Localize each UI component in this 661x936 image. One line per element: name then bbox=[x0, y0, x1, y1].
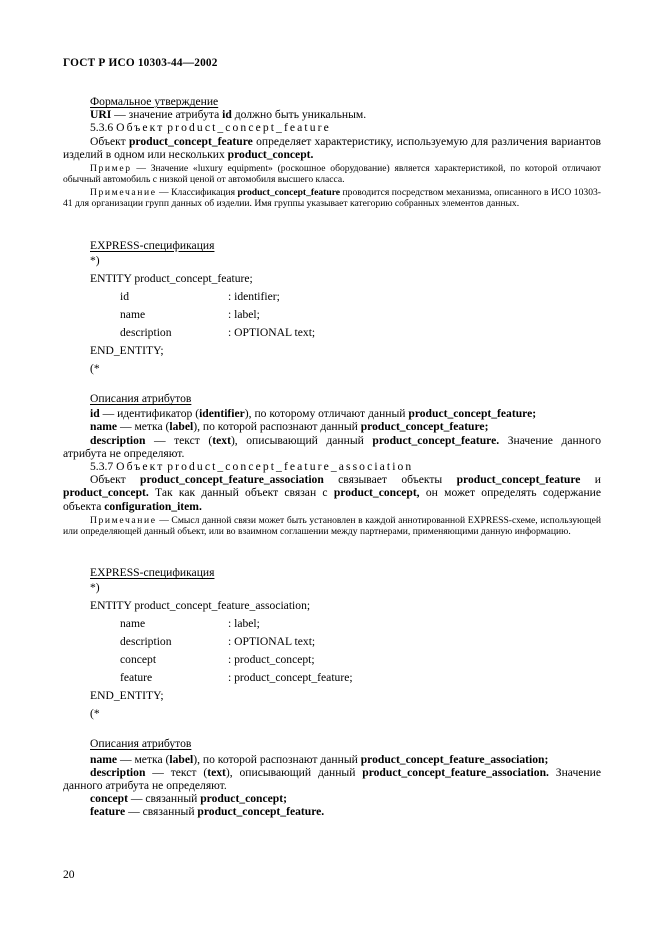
para-attr-id: id — идентификатор (identifier), по которому отличают данный product_concept_feature; bbox=[90, 407, 537, 421]
express-attr-row bbox=[120, 669, 601, 687]
express-open-comment: *) bbox=[90, 254, 100, 268]
express-attr-name: description bbox=[120, 326, 172, 340]
express-attr-type: : label; bbox=[228, 617, 260, 631]
express-attr-type: : label; bbox=[228, 308, 260, 322]
express-close-comment: (* bbox=[90, 362, 100, 376]
express-attr-row bbox=[120, 633, 601, 651]
express-attr-row bbox=[120, 288, 601, 306]
express-attr-name: concept bbox=[120, 653, 157, 667]
para-clause-5-3-6: Объект product_concept_feature определяет характеристику, используемую для различения вариантов изделий в одном или нескольких product_concept. bbox=[63, 134, 601, 161]
para-clause-5-3-7: Объект product_concept_feature_association связывает объекты product_concept_feature и product_concept. Так как данный объект связан с product_concept, он может определять содержание объекта configuration_item. bbox=[63, 473, 602, 513]
express-entity-declaration: ENTITY product_concept_feature; bbox=[90, 272, 253, 286]
express-open-comment: *) bbox=[90, 581, 100, 595]
express-attr-name: description bbox=[120, 635, 172, 649]
express-attr-type: : product_concept; bbox=[228, 653, 315, 667]
express-attr-row bbox=[120, 324, 601, 342]
heading-express-spec-2: EXPRESS-спецификация bbox=[90, 566, 215, 580]
express-end-entity: END_ENTITY; bbox=[90, 689, 164, 703]
para-attr-name-2: name — метка (label), по которой распознают данный product_concept_feature_association; bbox=[90, 752, 549, 766]
express-attr-name: name bbox=[120, 617, 146, 631]
express-attr-type: : product_concept_feature; bbox=[228, 671, 353, 685]
express-attr-row bbox=[120, 306, 601, 324]
express-end-entity: END_ENTITY; bbox=[90, 344, 164, 358]
heading-express-spec-1: EXPRESS-спецификация bbox=[90, 238, 215, 252]
heading-attr-descriptions-1: Описания атрибутов bbox=[90, 392, 192, 406]
express-attr-name: feature bbox=[120, 671, 153, 685]
doc-header-gost-number: ГОСТ Р ИСО 10303-44—2002 bbox=[63, 57, 218, 69]
heading-clause-5-3-6: 5.3.6 Объект product_concept_feature bbox=[90, 121, 331, 135]
para-attr-feature: feature — связанный product_concept_feature. bbox=[90, 805, 325, 819]
express-attr-row bbox=[120, 615, 601, 633]
heading-attr-descriptions-2: Описания атрибутов bbox=[90, 737, 192, 751]
heading-clause-5-3-7: 5.3.7 Объект product_concept_feature_association bbox=[90, 460, 414, 474]
para-attr-concept: concept — связанный product_concept; bbox=[90, 792, 287, 806]
page-number: 20 bbox=[63, 868, 75, 881]
para-attr-name-1: name — метка (label), по которой распознают данный product_concept_feature; bbox=[90, 420, 489, 434]
express-close-comment: (* bbox=[90, 707, 100, 721]
para-uri-rule: URI — значение атрибута id должно быть уникальным. bbox=[90, 108, 367, 122]
note-para-1: Примечание — Классификация product_concept_feature проводится посредством механизма, описанного в ИСО 10303-41 для организации групп данных об изделии. Имя группы указывает категорию собранных элементов данных. bbox=[63, 187, 601, 210]
express-attr-name: id bbox=[120, 290, 130, 304]
express-entity-declaration: ENTITY product_concept_feature_association; bbox=[90, 599, 311, 613]
express-block-1 bbox=[63, 252, 601, 378]
express-block-2 bbox=[63, 579, 601, 723]
express-attr-type: : OPTIONAL text; bbox=[228, 326, 316, 340]
example-para: Пример — Значение «luxury equipment» (роскошное оборудование) является характеристикой, по которой отличают обычный автомобиль с низкой ценой от автомобиля высшего класса. bbox=[63, 163, 601, 185]
express-attr-type: : OPTIONAL text; bbox=[228, 635, 316, 649]
para-attr-description-2: description — текст (text), описывающий данный product_concept_feature_association. Значение данного атрибута не определяют. bbox=[63, 765, 602, 793]
express-attr-name: name bbox=[120, 308, 146, 322]
para-attr-description-1: description — текст (text), описывающий данный product_concept_feature. Значение данного атрибута не определяют. bbox=[63, 433, 601, 460]
express-attr-type: : identifier; bbox=[228, 290, 280, 304]
heading-formal-statement: Формальное утверждение bbox=[90, 95, 219, 108]
note-para-2: Примечание — Смысл данной связи может быть установлен в каждой аннотированной EXPRESS-схеме, использующей или определяющей данный объект, или во взаимном соглашении между партнерами, применяющими данную информацию. bbox=[63, 514, 601, 537]
express-attr-row bbox=[120, 651, 601, 669]
